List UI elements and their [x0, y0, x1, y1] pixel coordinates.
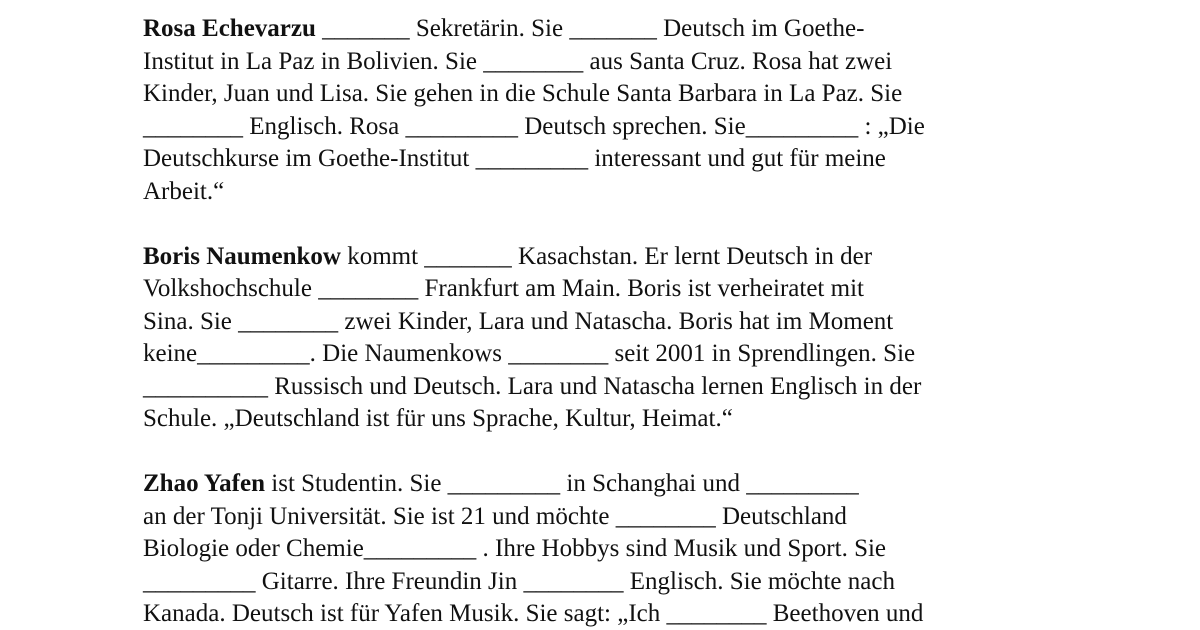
line-text: Institut in La Paz in Bolivien. Sie ________ aus Santa Cruz. Rosa hat zwei [143, 48, 893, 75]
text-line [143, 143, 886, 175]
line-text: Kanada. Deutsch ist für Yafen Musik. Sie sagt: „Ich ________ Beethoven und [143, 600, 924, 627]
text-line [143, 533, 886, 565]
text-line [143, 241, 872, 273]
line-text: __________ Russisch und Deutsch. Lara und Natascha lernen Englisch in der [143, 373, 922, 400]
text-line [143, 566, 895, 598]
text-line [143, 501, 847, 533]
text-line [143, 338, 915, 370]
line-text: _______ Sekretärin. Sie _______ Deutsch im Goethe- [315, 15, 865, 42]
line-text: Kinder, Juan und Lisa. Sie gehen in die Schule Santa Barbara in La Paz. Sie [143, 80, 903, 107]
line-text: Biologie oder Chemie_________ . Ihre Hobbys sind Musik und Sport. Sie [143, 535, 887, 562]
person-name: Zhao Yafen [143, 470, 266, 497]
text-line [143, 176, 224, 208]
line-text: Volkshochschule ________ Frankfurt am Main. Boris ist verheiratet mit [143, 275, 864, 302]
text-line [143, 403, 733, 435]
line-text: ________ Englisch. Rosa _________ Deutsch sprechen. Sie_________ : „Die [143, 113, 925, 140]
text-line [143, 13, 864, 45]
line-text: keine_________. Die Naumenkows ________ seit 2001 in Sprendlingen. Sie [143, 340, 916, 367]
text-line [143, 598, 923, 630]
text-line [143, 371, 921, 403]
text-line [143, 273, 864, 305]
line-text: Arbeit.“ [143, 178, 225, 205]
text-line [143, 468, 859, 500]
line-text: Schule. „Deutschland ist für uns Sprache, Kultur, Heimat.“ [143, 405, 733, 432]
line-text: _________ Gitarre. Ihre Freundin Jin ________ Englisch. Sie möchte nach [143, 568, 895, 595]
line-text: an der Tonji Universität. Sie ist 21 und möchte ________ Deutschland [143, 503, 847, 530]
person-name: Rosa Echevarzu [143, 15, 316, 42]
text-line [143, 111, 925, 143]
line-text: Deutschkurse im Goethe-Institut _________ interessant und gut für meine [143, 145, 886, 172]
text-line [143, 78, 902, 110]
text-line [143, 306, 893, 338]
line-text: Sina. Sie ________ zwei Kinder, Lara und Natascha. Boris hat im Moment [143, 308, 894, 335]
person-name: Boris Naumenkow [143, 243, 341, 270]
line-text: kommt _______ Kasachstan. Er lernt Deutsch in der [340, 243, 873, 270]
text-line [143, 46, 892, 78]
line-text: ist Studentin. Sie _________ in Schanghai und _________ [265, 470, 859, 497]
